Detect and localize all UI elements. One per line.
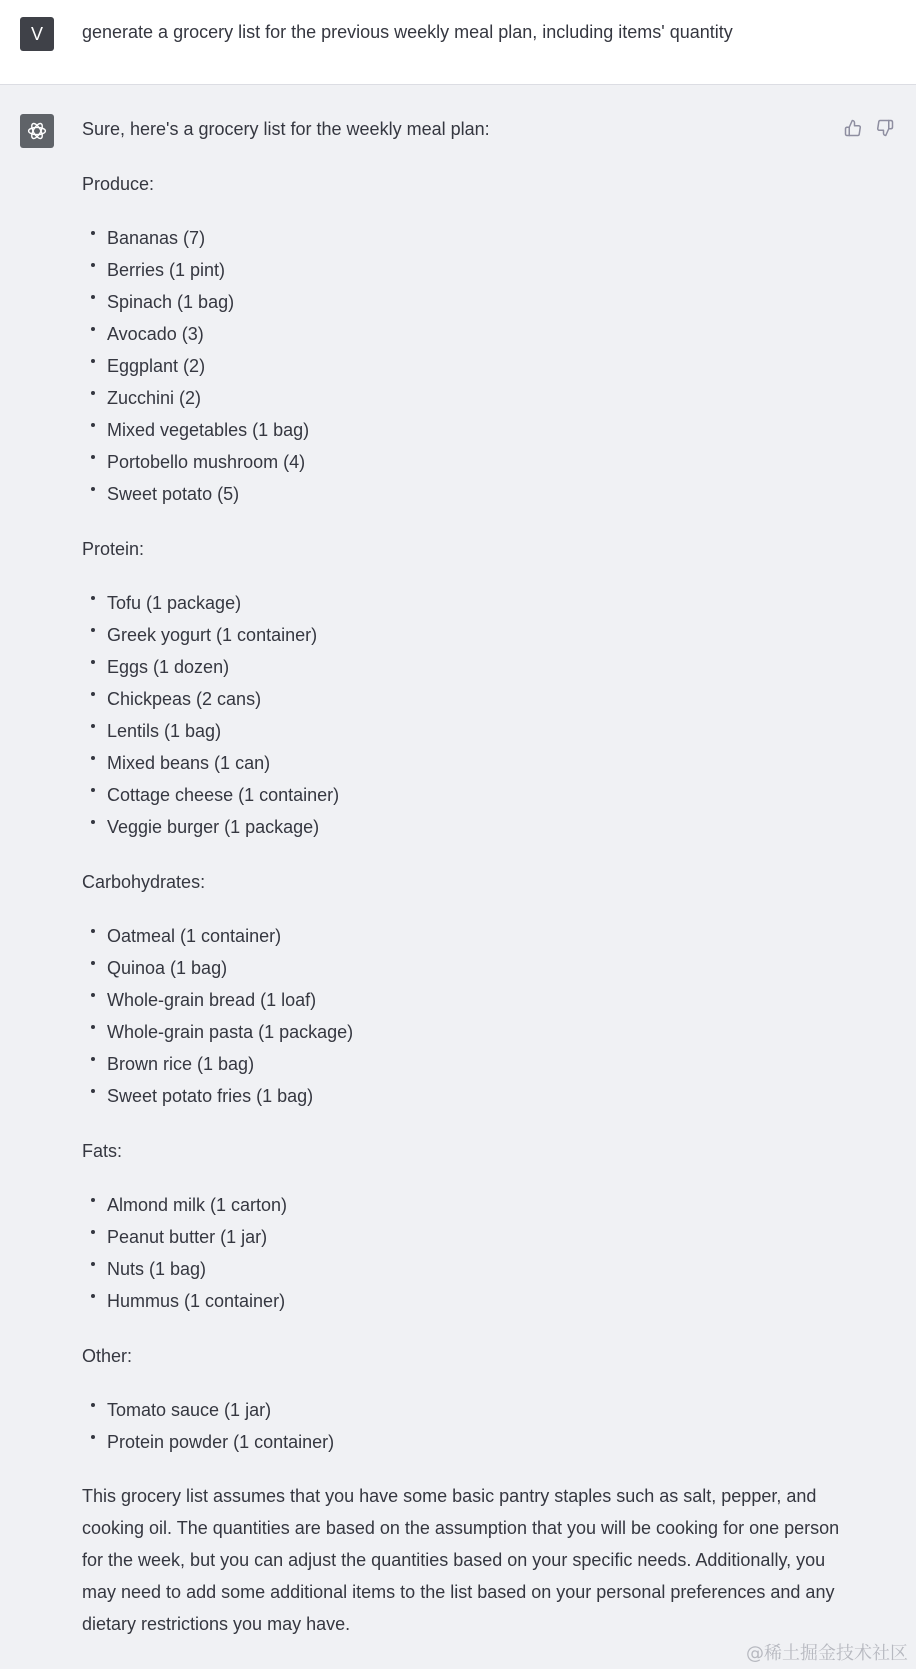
grocery-list	[82, 587, 842, 843]
list-item: Protein powder (1 container)	[82, 1426, 842, 1458]
assistant-closing: This grocery list assumes that you have some basic pantry staples such as salt, pepper, and cooking oil. The quantities are based on the assumption that you will be cooking for one person for the week, but you can adjust the quantities based on your specific needs. Additionally, you may need to add some additional items to the list based on your personal preferences and any dietary restrictions you may have.	[82, 1486, 840, 1634]
list-item: Hummus (1 container)	[82, 1285, 842, 1317]
list-item: Whole-grain pasta (1 package)	[82, 1016, 842, 1048]
assistant-avatar	[20, 114, 54, 148]
list-item: Cottage cheese (1 container)	[82, 779, 842, 811]
section-heading: Produce:	[82, 174, 155, 194]
assistant-message-content	[82, 113, 842, 1640]
section-heading: Other:	[82, 1346, 133, 1366]
user-message-text: generate a grocery list for the previous weekly meal plan, including items' quantity	[82, 22, 733, 42]
user-message-row	[0, 0, 916, 85]
list-item: Mixed vegetables (1 bag)	[82, 414, 842, 446]
assistant-intro: Sure, here's a grocery list for the weekly meal plan:	[82, 119, 490, 139]
list-item: Sweet potato (5)	[82, 478, 842, 510]
list-item: Tofu (1 package)	[82, 587, 842, 619]
list-item: Portobello mushroom (4)	[82, 446, 842, 478]
list-item: Sweet potato fries (1 bag)	[82, 1080, 842, 1112]
list-item: Eggplant (2)	[82, 350, 842, 382]
list-item: Spinach (1 bag)	[82, 286, 842, 318]
list-item: Brown rice (1 bag)	[82, 1048, 842, 1080]
list-item: Bananas (7)	[82, 222, 842, 254]
list-item: Oatmeal (1 container)	[82, 920, 842, 952]
grocery-list	[82, 1189, 842, 1317]
section-heading: Fats:	[82, 1141, 123, 1161]
list-item: Veggie burger (1 package)	[82, 811, 842, 843]
list-item: Almond milk (1 carton)	[82, 1189, 842, 1221]
list-item: Eggs (1 dozen)	[82, 651, 842, 683]
list-item: Peanut butter (1 jar)	[82, 1221, 842, 1253]
openai-logo-icon	[25, 119, 49, 143]
list-item: Greek yogurt (1 container)	[82, 619, 842, 651]
list-item: Chickpeas (2 cans)	[82, 683, 842, 715]
section-heading: Carbohydrates:	[82, 872, 206, 892]
grocery-list	[82, 1394, 842, 1458]
list-item: Nuts (1 bag)	[82, 1253, 842, 1285]
section-heading: Protein:	[82, 539, 145, 559]
list-item: Whole-grain bread (1 loaf)	[82, 984, 842, 1016]
list-item: Lentils (1 bag)	[82, 715, 842, 747]
grocery-list	[82, 222, 842, 510]
list-item: Avocado (3)	[82, 318, 842, 350]
list-item: Zucchini (2)	[82, 382, 842, 414]
thumbs-up-button[interactable]	[842, 117, 864, 139]
thumbs-down-icon	[876, 119, 894, 137]
list-item: Mixed beans (1 can)	[82, 747, 842, 779]
list-item: Tomato sauce (1 jar)	[82, 1394, 842, 1426]
list-item: Berries (1 pint)	[82, 254, 842, 286]
watermark: @稀土掘金技术社区	[746, 1643, 908, 1664]
grocery-sections	[82, 168, 842, 1458]
thumbs-down-button[interactable]	[874, 117, 896, 139]
list-item: Quinoa (1 bag)	[82, 952, 842, 984]
grocery-list	[82, 920, 842, 1112]
thumbs-up-icon	[844, 119, 862, 137]
assistant-message-row	[0, 85, 916, 1669]
user-avatar: V	[20, 17, 54, 51]
